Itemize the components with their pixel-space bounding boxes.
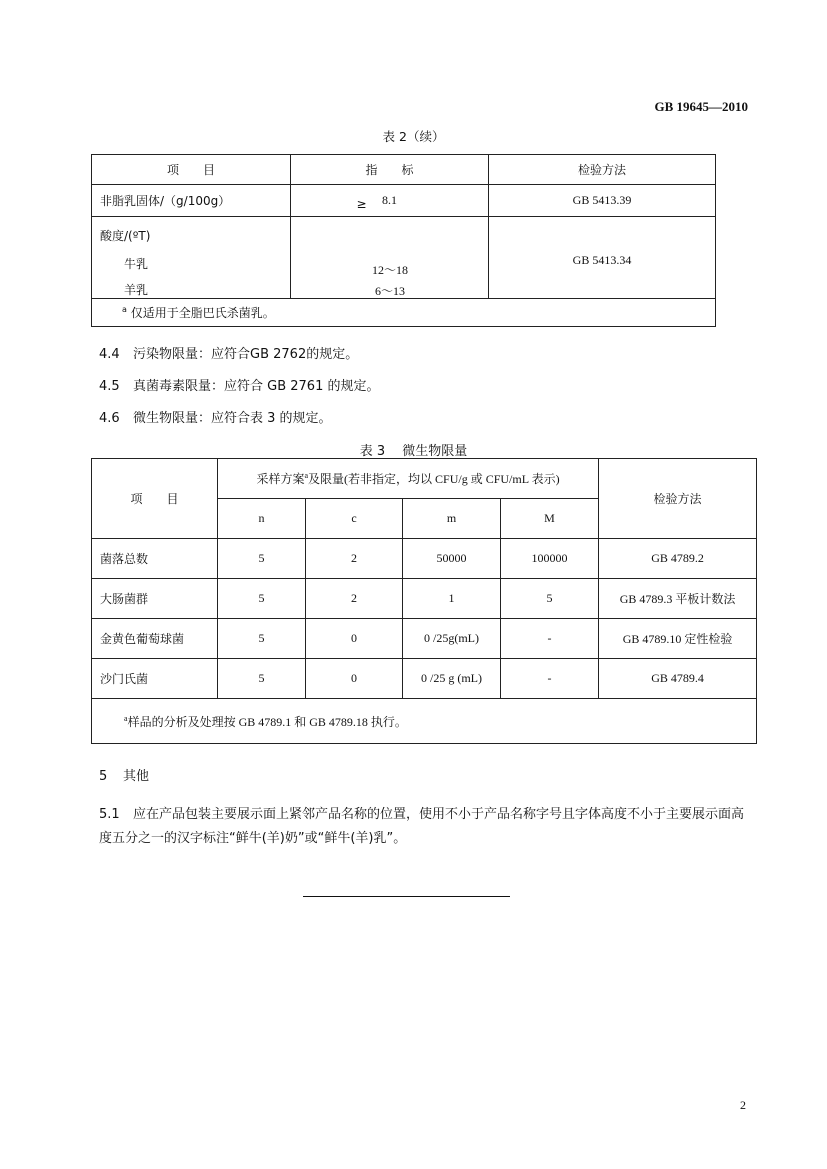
table3-row-M: - xyxy=(501,659,599,699)
table3-subheader-n: n xyxy=(218,499,306,539)
table2-header-method: 检验方法 xyxy=(489,155,716,185)
table3-row-c: 2 xyxy=(306,579,403,619)
table3-footnote xyxy=(92,699,757,744)
acidity-label: 酸度/(ºT) xyxy=(100,229,151,243)
table3-header-plan xyxy=(218,459,599,499)
table3-row-m: 1 xyxy=(403,579,501,619)
table-row xyxy=(92,619,757,659)
table2-caption: 表 2（续） xyxy=(382,129,445,144)
clause-4-5-num: 4.5 xyxy=(99,379,120,394)
table3-row-n: 5 xyxy=(218,539,306,579)
clause-4-4-num: 4.4 xyxy=(99,347,120,362)
table3-row-item: 金黄色葡萄球菌 xyxy=(92,619,218,659)
table3-row-item: 沙门氏菌 xyxy=(92,659,218,699)
clause-4-4 xyxy=(99,343,358,362)
table3-row-m: 0 /25g(mL) xyxy=(403,619,501,659)
table2-footnote xyxy=(92,299,716,327)
table3-row-method: GB 4789.4 xyxy=(599,659,757,699)
acidity-cow-value: 12～18 xyxy=(371,263,408,277)
table3-row-M: 100000 xyxy=(501,539,599,579)
table3-row-method: GB 4789.3 平板计数法 xyxy=(599,579,757,619)
table3-footnote-text: 样品的分析及处理按 GB 4789.1 和 GB 4789.18 执行。 xyxy=(127,714,407,729)
table3-row-m: 0 /25 g (mL) xyxy=(403,659,501,699)
section5-heading-num: 5 xyxy=(99,769,108,784)
acidity-goat-value: 6～13 xyxy=(374,284,405,298)
end-rule xyxy=(303,896,510,897)
table3-row-method: GB 4789.10 定性检验 xyxy=(599,619,757,659)
section5-heading xyxy=(99,765,149,784)
table2-footnote-row xyxy=(92,299,716,327)
clause-4-5 xyxy=(99,375,379,394)
clause-4-4-text: 污染物限量：应符合GB 2762的规定。 xyxy=(133,347,359,362)
clause-5-1-text: 应在产品包装主要展示面上紧邻产品名称的位置，使用不小于产品名称字号且字体高度不小于主要展示面高度五分之一的汉字标注“鲜牛(羊)奶”或“鲜牛(羊)乳”。 xyxy=(99,807,745,846)
table2-row-value: 8.1 xyxy=(291,185,489,217)
table2-row xyxy=(92,185,716,217)
table3-header-method: 检验方法 xyxy=(599,459,757,539)
clause-4-5-text: 真菌毒素限量：应符合 GB 2761 的规定。 xyxy=(133,379,380,394)
table3-row-item: 大肠菌群 xyxy=(92,579,218,619)
clause-4-6-text: 微生物限量：应符合表 3 的规定。 xyxy=(133,411,332,426)
table2-row-sign: ≥ xyxy=(356,196,367,211)
table3-row-m: 50000 xyxy=(403,539,501,579)
table3-header-row xyxy=(92,459,757,499)
table2-row-item-label: 非脂乳固体/（g/100g） xyxy=(100,194,231,208)
table3-header-plan-after: 及限量(若非指定，均以 CFU/g 或 CFU/mL 表示) xyxy=(308,472,560,486)
table2-acidity-row xyxy=(92,217,716,299)
table3-subheader-m: m xyxy=(403,499,501,539)
acidity-goat-label: 羊乳 xyxy=(124,283,149,297)
table3-subheader-M: M xyxy=(501,499,599,539)
page-number: 2 xyxy=(740,1098,746,1112)
table3-subheader-c: c xyxy=(306,499,403,539)
clause-5-1-num: 5.1 xyxy=(99,807,120,822)
table2-header-item: 项 目 xyxy=(92,155,291,185)
clause-4-6 xyxy=(99,407,332,426)
table3-row-c: 2 xyxy=(306,539,403,579)
standard-code: GB 19645—2010 xyxy=(654,99,748,114)
table2-acidity-values xyxy=(291,217,489,299)
table3-footnote-mark: a xyxy=(124,713,128,723)
table3-row-n: 5 xyxy=(218,659,306,699)
table2-row-method: GB 5413.39 xyxy=(489,185,716,217)
table3-row-n: 5 xyxy=(218,579,306,619)
acidity-cow-label: 牛乳 xyxy=(124,257,149,271)
table3-row-M: 5 xyxy=(501,579,599,619)
table2-footnote-text: 仅适用于全脂巴氏杀菌乳。 xyxy=(130,306,275,320)
table3-header-plan-before: 采样方案 xyxy=(256,472,305,486)
clause-5-1 xyxy=(99,803,749,851)
table3-row-n: 5 xyxy=(218,619,306,659)
table3-row-M: - xyxy=(501,619,599,659)
table2 xyxy=(91,154,716,327)
table3-caption: 表 3 微生物限量 xyxy=(359,444,468,459)
table2-header-row xyxy=(92,155,716,185)
table2-footnote-mark: a xyxy=(122,305,127,314)
table3-header-item: 项 目 xyxy=(92,459,218,539)
table3-footnote-row xyxy=(92,699,757,744)
table3-row-item: 菌落总数 xyxy=(92,539,218,579)
table3-row-c: 0 xyxy=(306,619,403,659)
table-row xyxy=(92,579,757,619)
table-row xyxy=(92,659,757,699)
table-row xyxy=(92,539,757,579)
table2-acidity-method: GB 5413.34 xyxy=(489,217,716,299)
table3 xyxy=(91,458,757,744)
table3-row-c: 0 xyxy=(306,659,403,699)
clause-4-6-num: 4.6 xyxy=(99,411,120,426)
section5-heading-text: 其他 xyxy=(123,769,150,784)
table3-row-method: GB 4789.2 xyxy=(599,539,757,579)
table2-row-item xyxy=(92,185,367,217)
table3-header-plan-mark: a xyxy=(304,471,309,480)
table2-header-value: 指 标 xyxy=(291,155,489,185)
table2-acidity-item xyxy=(92,217,291,299)
